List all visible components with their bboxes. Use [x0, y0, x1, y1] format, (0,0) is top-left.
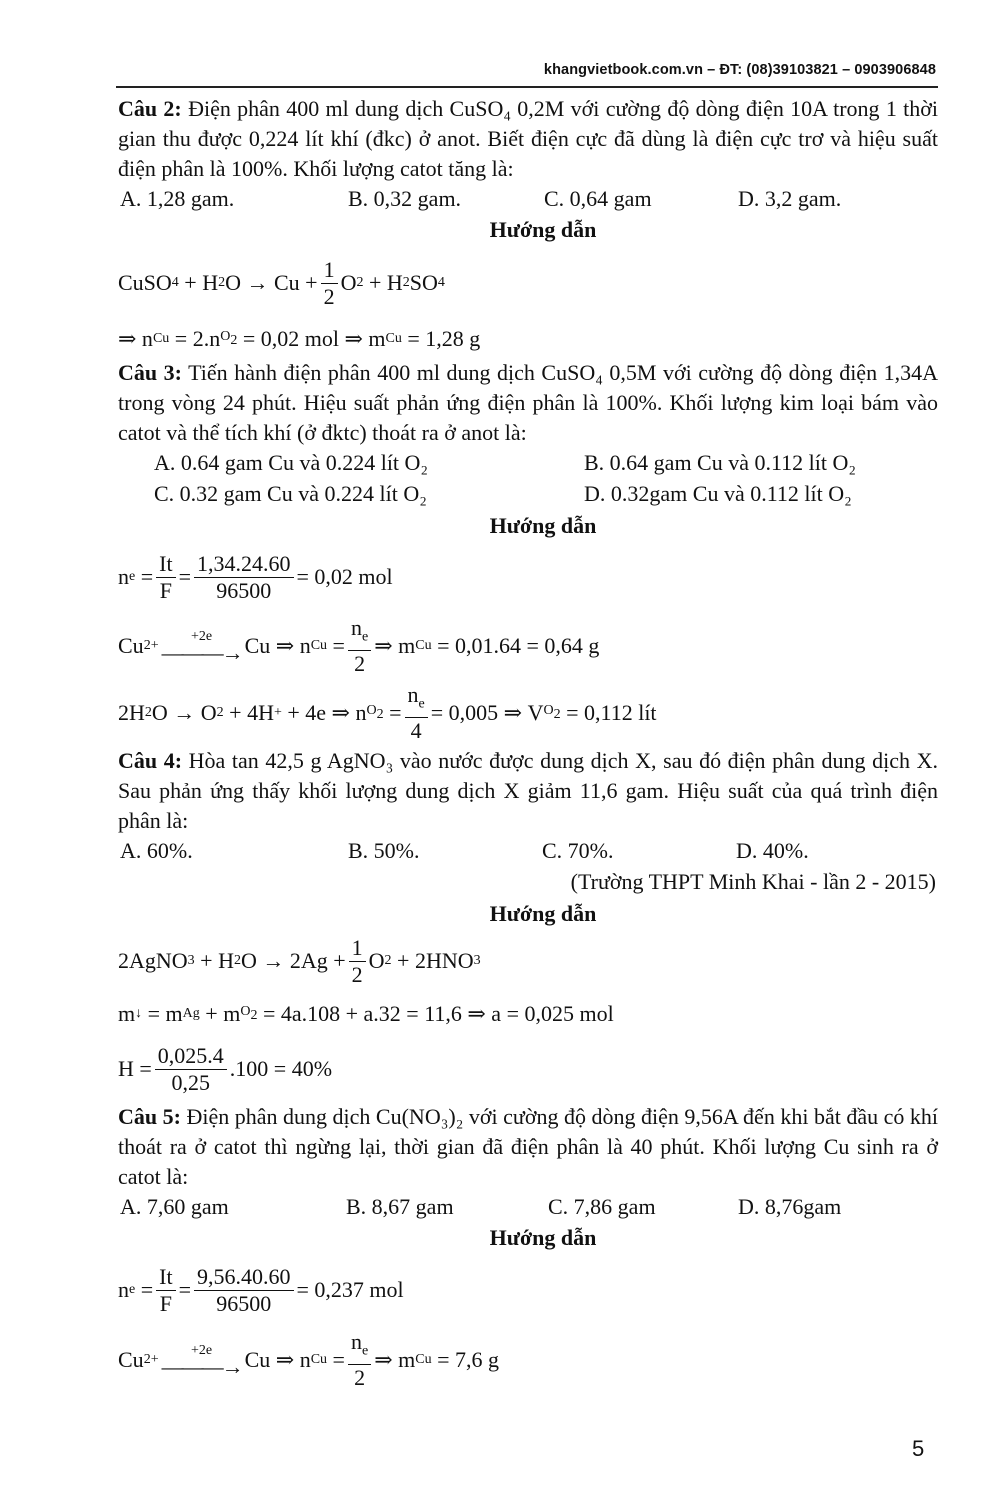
equation: H = $\frac{0,025.4}{0,25}$ .100 = 40% [118, 1042, 333, 1095]
question-label: Câu 3: [118, 360, 182, 385]
option-d: D. 40%. [736, 838, 809, 863]
question-label: Câu 2: [118, 96, 182, 121]
equation: n e = $\frac{It}{F}$ = $\frac{9,56.40.60}{96500}$ = 0,237 mol [118, 1263, 404, 1316]
question-label: Câu 4: [118, 748, 183, 773]
answer-options [118, 448, 938, 479]
page-header: khangvietbook.com.vn – ĐT: (08)39103821 – 0903906848 [543, 62, 936, 78]
answer-options [118, 479, 938, 510]
option-a: A. 1,28 gam. [120, 186, 235, 211]
question-label: Câu 5: [118, 1104, 181, 1129]
header-divider [116, 86, 938, 88]
equation: m ↓ = m Ag + m $O_2$ = 4a.108 + a.32 = 11,6 ⇒ a = 0,025 mol [118, 1001, 614, 1026]
option-a: A. 0.64 gam Cu và 0.224 lít O₂ [154, 450, 429, 475]
option-c: C. 7,86 gam [548, 1194, 656, 1219]
page-content [118, 94, 938, 1394]
equation: Cu 2+ +2e ———→ Cu ⇒ n Cu = $\frac{n_e}{2}$ ⇒ m Cu = 7,6 g [118, 1328, 499, 1391]
guide-heading: Hướng dẫn [489, 217, 597, 242]
page-number: 5 [912, 1436, 925, 1461]
question-text: Điện phân dung dịch Cu(NO₃)₂ với cường độ dòng điện 9,56A đến khi bắt đầu có khí thoát ra ở catot thì ngừng lại, thời gian đã điện phân là 40 phút. Khối lượng Cu sinh ra ở catot là: [118, 1104, 938, 1189]
answer-options [118, 184, 938, 214]
source-note: (Trường THPT Minh Khai - lần 2 - 2015) [570, 869, 936, 894]
option-d: D. 8,76gam [738, 1194, 842, 1219]
answer-options [118, 836, 938, 866]
option-c: C. 70%. [542, 838, 614, 863]
option-d: D. 3,2 gam. [738, 186, 842, 211]
option-c: C. 0.32 gam Cu và 0.224 lít O₂ [154, 481, 427, 506]
option-c: C. 0,64 gam [544, 186, 652, 211]
equation: ⇒ n Cu = 2.n $O_2$ = 0,02 mol ⇒ m Cu = 1,28 g [118, 326, 481, 351]
guide-heading: Hướng dẫn [489, 513, 597, 538]
option-a: A. 60%. [120, 838, 193, 863]
equation: n e = $\frac{It}{F}$ = $\frac{1,34.24.60}{96500}$ = 0,02 mol [118, 550, 393, 603]
equation: 2H 2 O → O 2 + 4H + + 4e ⇒ n $O_2$ = $\frac{n_e}{4}$ = 0,005 ⇒ V $O_2$ = 0,112 lít [118, 681, 657, 744]
option-b: B. 0,32 gam. [348, 186, 462, 211]
answer-options [118, 1192, 938, 1222]
option-b: B. 50%. [348, 838, 420, 863]
option-d: D. 0.32gam Cu và 0.112 lít O₂ [584, 481, 852, 506]
question-4 [118, 746, 938, 836]
question-text: Điện phân 400 ml dung dịch CuSO₄ 0,2M với cường độ dòng điện 10A trong 1 thời gian thu được 0,224 lít khí (đkc) ở anot. Biết điện cực đã dùng là điện cực trơ và hiệu suất điện phân là 100%. Khối lượng catot tăng là: [118, 96, 939, 181]
question-3 [118, 358, 938, 448]
equation: CuSO 4 + H 2 O → Cu + $\frac{1}{2}$ O 2 + H 2 SO 4 [118, 256, 445, 309]
guide-heading: Hướng dẫn [489, 901, 597, 926]
equation: Cu 2+ +2e ———→ Cu ⇒ n Cu = $\frac{n_e}{2}$ ⇒ m Cu = 0,01.64 = 0,64 g [118, 614, 600, 677]
question-5 [118, 1102, 938, 1192]
option-a: A. 7,60 gam [120, 1194, 229, 1219]
question-text: Tiến hành điện phân 400 ml dung dịch CuSO₄ 0,5M với cường độ dòng điện 1,34A trong vòng 24 phút. Hiệu suất phản ứng điện phân là 100%. Khối lượng kim loại bám vào catot và thể tích khí (ở đktc) thoát ra ở anot là: [118, 360, 938, 445]
guide-heading: Hướng dẫn [489, 1225, 597, 1250]
option-b: B. 0.64 gam Cu và 0.112 lít O₂ [584, 450, 857, 475]
question-text: Hòa tan 42,5 g AgNO₃ vào nước được dung dịch X, sau đó điện phân dung dịch X. Sau phản ứng thấy khối lượng dung dịch X giảm 11,6 gam. Hiệu suất của quá trình điện phân là: [118, 748, 939, 833]
equation: 2AgNO 3 + H 2 O → 2Ag + $\frac{1}{2}$ O 2 + 2HNO 3 [118, 934, 481, 987]
option-b: B. 8,67 gam [346, 1194, 454, 1219]
question-2 [118, 94, 938, 184]
